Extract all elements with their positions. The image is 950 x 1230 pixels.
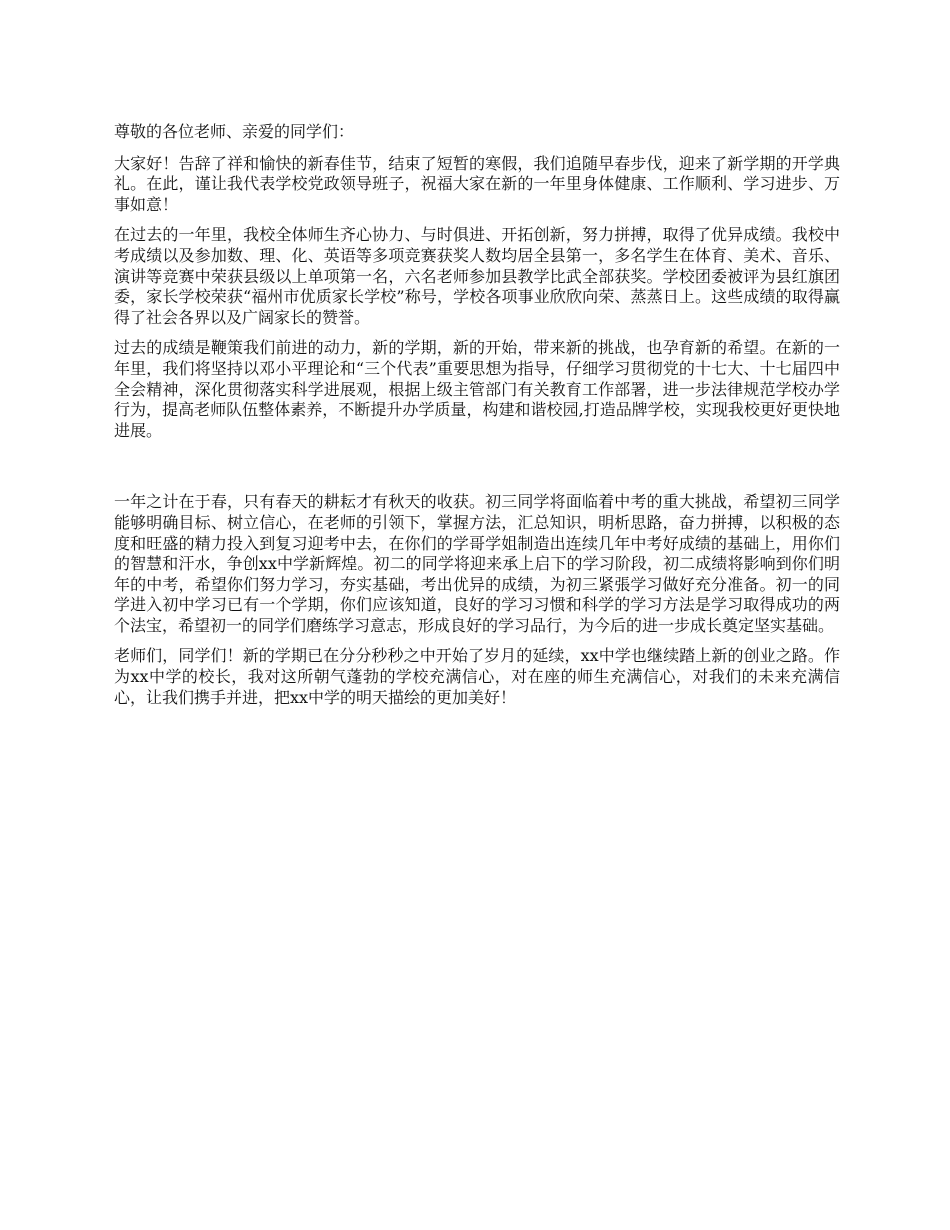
paragraph-student-encouragement: 一年之计在于春，只有春天的耕耘才有秋天的收获。初三同学将面临着中考的重大挑战，希望初三同学能够明确目标、树立信心，在老师的引领下，掌握方法，汇总知识，明析思路，奋力拼搏，以积极的态度和旺盛的精力投入到复习迎考中去，在你们的学哥学姐制造出连续几年中考好成绩的基础上，用你们的智慧和汗水，争创xx中学新辉煌。初二的同学将迎来承上启下的学习阶段，初二成绩将影响到你们明年的中考，希望你们努力学习，夯实基础，考出优异的成绩，为初三紧張学习做好充分准备。初一的同学进入初中学习已有一个学期，你们应该知道，良好的学习习惯和科学的学习方法是学习取得成功的两个法宝，希望初一的同学们磨练学习意志，形成良好的学习品行，为今后的进一步成长奠定坚实基础。: [114, 492, 840, 635]
paragraph-new-semester-goals: 过去的成绩是鞭策我们前进的动力，新的学期，新的开始，带来新的挑战，也孕育新的希望。在新的一年里，我们将坚持以邓小平理论和“三个代表”重要思想为指导，仔细学习贯彻党的十七大、十七届四中全会精神，深化贯彻落实科学进展观，根据上级主管部门有关教育工作部署，进一步法律规范学校办学行为，提高老师队伍整体素养，不断提升办学质量，构建和谐校园,打造品牌学校，实现我校更好更快地进展。: [114, 338, 840, 440]
paragraph-past-achievements: 在过去的一年里，我校全体师生齐心协力、与时俱进、开拓创新，努力拼搏，取得了优异成绩。我校中考成绩以及参加数、理、化、英语等多项竞赛获奖人数均居全县第一，多名学生在体育、美术、音乐、演讲等竞赛中荣获县级以上单项第一名，六名老师参加县教学比武全部获奖。学校团委被评为县红旗团委，家长学校荣获“福州市优质家长学校”称号，学校各项事业欣欣向荣、蒸蒸日上。这些成绩的取得赢得了社会各界以及广阔家长的赞誉。: [114, 225, 840, 327]
paragraph-closing: 老师们，同学们！新的学期已在分分秒秒之中开始了岁月的延续，xx中学也继续踏上新的创业之路。作为xx中学的校长，我对这所朝气蓬勃的学校充满信心，对在座的师生充满信心，对我们的未来充满信心，让我们携手并进，把xx中学的明天描绘的更加美好！: [114, 646, 840, 707]
document-page: [114, 122, 840, 718]
paragraph-new-year-wishes: 大家好！告辞了祥和愉快的新春佳节，结束了短暂的寒假，我们追随早春步伐，迎来了新学期的开学典礼。在此，谨让我代表学校党政领导班子，祝福大家在新的一年里身体健康、工作顺利、学习进步、万事如意！: [114, 153, 840, 214]
greeting-line: 尊敬的各位老师、亲爱的同学们：: [114, 122, 355, 141]
paragraph-gap: [114, 451, 840, 492]
